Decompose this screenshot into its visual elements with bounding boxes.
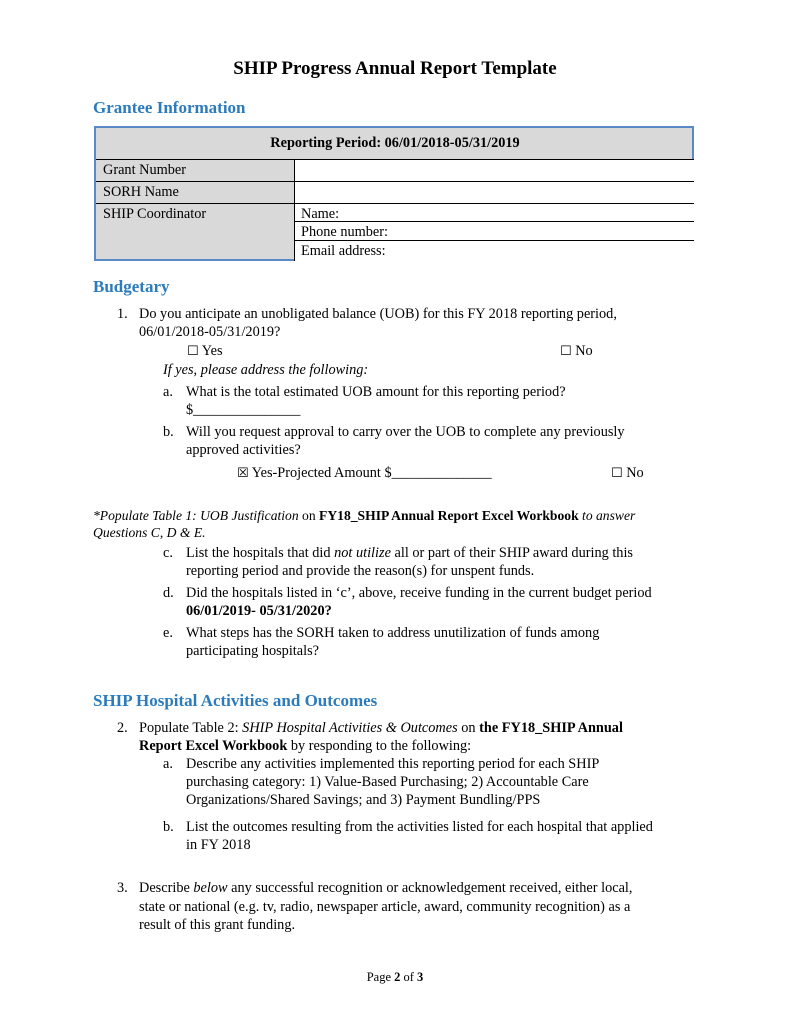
table-divider [96, 203, 694, 204]
carryover-no-label: No [626, 465, 644, 481]
item-letter: d. [163, 585, 174, 601]
no-option[interactable] [560, 343, 593, 360]
checkbox-icon[interactable]: ☐ [611, 466, 623, 481]
row-label-grant-number: Grant Number [103, 162, 186, 178]
item-b-text: approved activities? [186, 442, 301, 458]
question-number: 1. [117, 306, 128, 322]
page-word: Page [366, 970, 395, 984]
section-heading-budgetary: Budgetary [93, 277, 170, 296]
checkbox-icon[interactable]: ☐ [560, 344, 572, 359]
page-title: SHIP Progress Annual Report Template [233, 58, 557, 79]
yes-label: Yes [201, 343, 223, 359]
question-3-part: Describe [139, 880, 194, 896]
checkbox-icon[interactable]: ☐ [187, 344, 199, 359]
question-number: 2. [117, 720, 128, 736]
item-c-text: reporting period and provide the reason(s) for unspent funds. [186, 563, 535, 579]
table-divider [96, 159, 694, 160]
item-d-text: Did the hospitals listed in ‘c’, above, receive funding in the current budget period [186, 585, 652, 601]
table-divider [96, 181, 694, 182]
ship-item-b-text: List the outcomes resulting from the activities listed for each hospital that applied [186, 819, 653, 835]
item-c-text [186, 545, 633, 562]
item-c-text-part: not utilize [334, 545, 391, 561]
page-footer [0, 970, 790, 985]
note-text: *Populate Table 1: UOB Justification [93, 508, 299, 523]
page-number: 2 [394, 970, 401, 984]
question-3-part: any successful recognition or acknowledgement received, either local, [227, 880, 633, 896]
grantee-table [94, 126, 694, 261]
question-3-text: result of this grant funding. [139, 917, 296, 933]
question-1-text: 06/01/2018-05/31/2019? [139, 324, 281, 340]
ship-item-a-text: purchasing category: 1) Value-Based Purchasing; 2) Accountable Care [186, 774, 589, 790]
if-yes-instruction: If yes, please address the following: [163, 362, 369, 378]
yes-option[interactable] [187, 343, 223, 360]
note-text: on [298, 508, 320, 523]
sorh-name-value[interactable] [295, 182, 694, 204]
item-letter: c. [163, 545, 173, 561]
checked-checkbox-icon[interactable]: ☒ [237, 466, 249, 481]
item-letter: a. [163, 384, 173, 400]
question-3-part: below [193, 880, 228, 896]
ship-item-a-text: Describe any activities implemented this reporting period for each SHIP [186, 756, 600, 772]
reporting-period: Reporting Period: 06/01/2018-05/31/2019 [270, 135, 520, 151]
note-workbook-name: FY18_SHIP Annual Report Excel Workbook [319, 508, 579, 523]
item-letter: b. [163, 819, 174, 835]
coordinator-phone-label: Phone number: [301, 224, 388, 240]
carryover-no-option[interactable] [611, 465, 644, 482]
item-c-text-part: all or part of their SHIP award during this [390, 545, 633, 561]
item-letter: e. [163, 625, 173, 641]
item-letter: a. [163, 756, 173, 772]
question-2-part: SHIP Hospital Activities & Outcomes [242, 720, 458, 736]
question-2-part: the FY18_SHIP Annual [479, 720, 623, 736]
uob-amount-field[interactable]: $_______________ [186, 402, 301, 418]
table-divider [294, 159, 295, 261]
grant-number-value[interactable] [295, 160, 694, 182]
page-total: 3 [417, 970, 424, 984]
ship-item-a-text: Organizations/Shared Savings; and 3) Payment Bundling/PPS [186, 792, 541, 808]
question-2-text [139, 720, 623, 737]
item-e-text: participating hospitals? [186, 643, 320, 659]
question-2-part: on [457, 720, 480, 736]
carryover-yes-label: Yes-Projected Amount $______________ [251, 465, 492, 481]
ship-item-b-text: in FY 2018 [186, 837, 251, 853]
coordinator-email-label: Email address: [301, 243, 386, 259]
section-heading-ship: SHIP Hospital Activities and Outcomes [93, 691, 378, 710]
item-a-text: What is the total estimated UOB amount for this reporting period? [186, 384, 566, 400]
question-3-text: state or national (e.g. tv, radio, newspaper article, award, community recognition) as a [139, 899, 631, 915]
of-word: of [400, 970, 418, 984]
row-label-ship-coordinator: SHIP Coordinator [103, 206, 207, 222]
populate-note [93, 508, 635, 524]
section-heading-grantee: Grantee Information [93, 98, 246, 117]
item-letter: b. [163, 424, 174, 440]
item-b-text: Will you request approval to carry over the UOB to complete any previously [186, 424, 625, 440]
question-2-part: Populate Table 2: [139, 720, 243, 736]
question-2-text [139, 738, 471, 755]
item-c-text-part: List the hospitals that did [186, 545, 335, 561]
question-2-part: by responding to the following: [287, 738, 472, 754]
question-2-part: Report Excel Workbook [139, 738, 288, 754]
question-1-text: Do you anticipate an unobligated balance (UOB) for this FY 2018 reporting period, [139, 306, 617, 322]
row-label-sorh-name: SORH Name [103, 184, 179, 200]
populate-note: Questions C, D & E. [93, 525, 206, 540]
carryover-yes-option[interactable] [237, 465, 492, 482]
no-label: No [575, 343, 593, 359]
note-text: to answer [578, 508, 636, 523]
item-e-text: What steps has the SORH taken to address unutilization of funds among [186, 625, 600, 641]
question-number: 3. [117, 880, 128, 896]
table-divider [295, 221, 694, 222]
question-3-text [139, 880, 632, 897]
item-d-text: 06/01/2019- 05/31/2020? [186, 603, 332, 619]
coordinator-name-label: Name: [301, 206, 340, 222]
